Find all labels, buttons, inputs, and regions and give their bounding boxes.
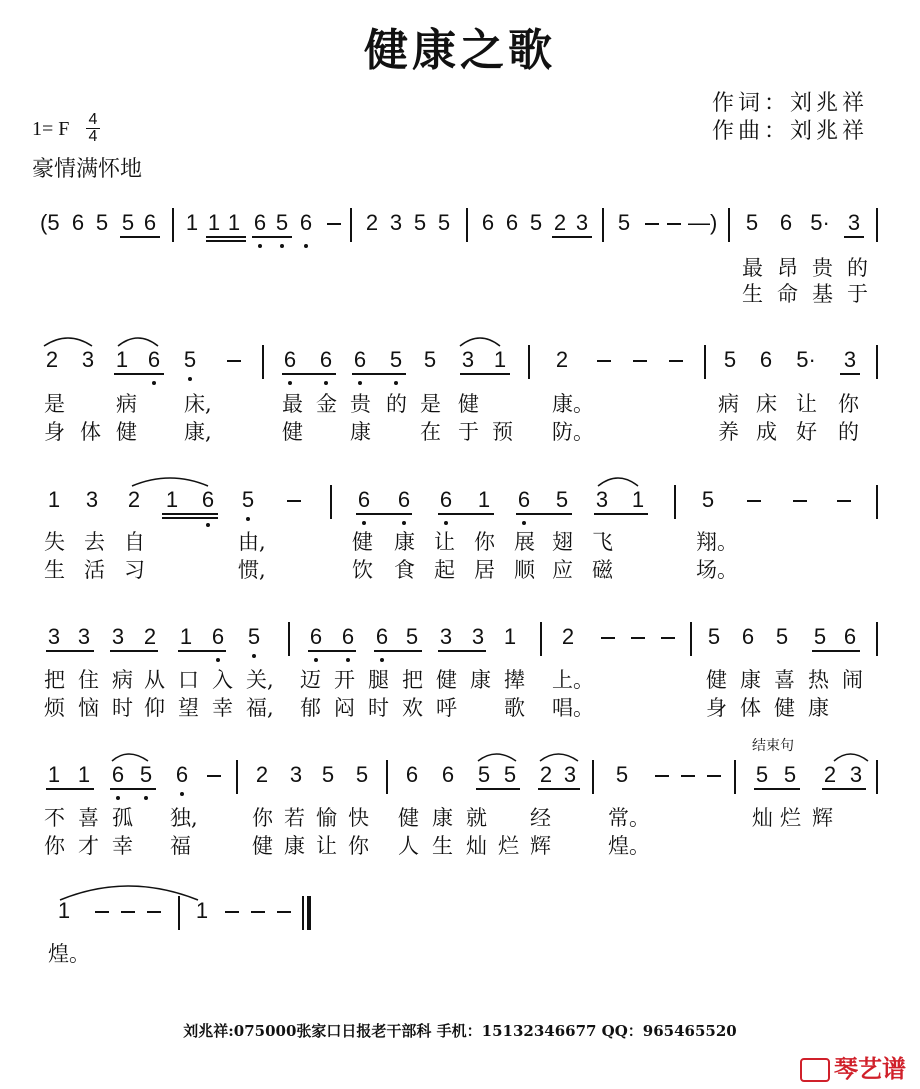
note: 5 [755,762,769,787]
note: 5 [723,347,737,372]
note: 6 [439,487,453,512]
lyricist-credit: 作词：刘兆祥 [712,91,869,116]
lyric: 健 [352,530,373,554]
note: 6 [375,624,389,649]
lyric: 望 [178,696,199,720]
lyric: 是 [420,392,441,416]
note: 3 [439,624,453,649]
lyric: 烂 [498,834,519,858]
note: 3 [843,347,857,372]
lyric: 康, [184,420,212,444]
extend-dash [681,775,695,777]
lyric: 迈 [300,668,321,692]
extend-dash [601,637,615,639]
lyric: 起 [434,558,455,582]
note: 2 [45,347,59,372]
note: 6 [253,210,267,235]
lyric: 欢 [402,696,423,720]
note: 5 [121,210,135,235]
lyric: 活 [84,558,105,582]
lyric: 身 [44,420,65,444]
extend-dash [747,500,761,502]
note: 5 [701,487,715,512]
lyric: 独, [170,806,198,830]
note: 6 [143,210,157,235]
lyric: 体 [740,696,761,720]
lyric: 体 [80,420,101,444]
lyric: 把 [44,668,65,692]
note: 5 [745,210,759,235]
note: 6 [353,347,367,372]
lyric: 床, [184,392,212,416]
lyrics-block-row-2 [0,388,920,444]
note: 5 [617,210,631,235]
lyric: 康 [350,420,371,444]
lyric: 防。 [552,420,594,444]
lyric: 你 [838,392,859,416]
lyric: 健 [282,420,303,444]
staff-row-2 [0,345,920,385]
lyric: 展 [514,530,535,554]
note: 3 [461,347,475,372]
time-signature [86,112,100,145]
note: 6 [147,347,161,372]
lyrics-verse-1: 最昂贵的 [742,256,882,280]
note: 6 [201,487,215,512]
note: 5 [615,762,629,787]
lyric: 幸 [212,696,233,720]
extend-dash [667,223,681,225]
logo-icon [800,1058,830,1082]
lyric: 撵 [504,668,525,692]
lyric: 幸 [112,834,133,858]
note: 3 [289,762,303,787]
lyric: 福 [170,834,191,858]
note: 1 [179,624,193,649]
lyric: 愉 [316,806,337,830]
lyric: 失 [44,530,65,554]
lyric: 郁 [300,696,321,720]
note: 1 [77,762,91,787]
note: 5 [413,210,427,235]
extend-dash [251,911,265,913]
note: 6 [759,347,773,372]
note: 5 [555,487,569,512]
time-sig-bottom: 4 [86,128,100,145]
lyric: 入 [212,668,233,692]
ending-mark: 结束句 [752,738,794,754]
note: 2 [555,347,569,372]
lyric: 康 [394,530,415,554]
lyric: 健 [398,806,419,830]
lyric: 健 [706,668,727,692]
staff-row-4 [0,622,920,662]
lyric: 翔。 [696,530,738,554]
note: 3 [849,762,863,787]
note: 5 [405,624,419,649]
note: 2 [539,762,553,787]
note: 3 [47,624,61,649]
song-title: 健康之歌 [364,25,556,76]
note: 5 [707,624,721,649]
note: 5· [810,210,830,235]
lyric: 你 [348,834,369,858]
note: 5 [813,624,827,649]
lyric: 煌。 [48,942,90,966]
note: 1 [227,210,241,235]
lyric: 时 [368,696,389,720]
note: 5 [503,762,517,787]
note: 5 [247,624,261,649]
extend-dash [225,911,239,913]
lyric: 口 [178,668,199,692]
lyric: 康 [284,834,305,858]
lyric: 才 [78,834,99,858]
lyric: 把 [402,668,423,692]
note: 6 [481,210,495,235]
lyric: 健 [774,696,795,720]
lyric: 关, [246,668,274,692]
note: 5 [775,624,789,649]
note: 1 [47,487,61,512]
extend-dash [147,911,161,913]
extend-dash [669,360,683,362]
note: 5 [321,762,335,787]
lyric: 仰 [144,696,165,720]
note: 2 [561,624,575,649]
note: 5 [389,347,403,372]
lyric: 是 [44,392,65,416]
note: 6 [299,210,313,235]
lyric: 食 [394,558,415,582]
lyric: 喜 [774,668,795,692]
lyric: 你 [252,806,273,830]
lyric: 你 [474,530,495,554]
lyric: 床 [756,392,777,416]
lyric: 灿 [466,834,487,858]
extend-dash [207,775,221,777]
lyric: 翅 [552,530,573,554]
note: 6 [843,624,857,649]
note: 1 [165,487,179,512]
lyric: 的 [386,392,407,416]
lyric: 恼 [78,696,99,720]
brand-name: 琴艺谱 [834,1055,906,1083]
lyric: 经 [530,806,551,830]
note: 5 [477,762,491,787]
note: 6 [357,487,371,512]
lyric: 最 [282,392,303,416]
note: 5 [423,347,437,372]
lyric: 在 [420,420,441,444]
lyric: 飞 [592,530,613,554]
note: 6 [175,762,189,787]
lyric: 健 [116,420,137,444]
note: 6 [71,210,85,235]
note: 5 [95,210,109,235]
note: 5 [783,762,797,787]
note: 1 [57,898,71,923]
note: 2 [553,210,567,235]
lyric: 康。 [552,392,594,416]
note: 1 [115,347,129,372]
lyric: 若 [284,806,305,830]
lyric: 居 [474,558,495,582]
lyric: 成 [756,420,777,444]
lyric: 金 [316,392,337,416]
note: 5 [275,210,289,235]
lyric: 闹 [842,668,863,692]
lyric: 习 [124,558,145,582]
note: 1 [477,487,491,512]
note: 6 [319,347,333,372]
lyrics-block-row-4 [0,664,920,720]
lyric: 时 [112,696,133,720]
brand-watermark [800,1049,906,1084]
extend-dash [793,500,807,502]
lyric: 让 [796,392,817,416]
lyric: 生 [44,558,65,582]
note: 6 [517,487,531,512]
note: 2 [143,624,157,649]
note: 1 [47,762,61,787]
note: 3 [847,210,861,235]
time-sig-top: 4 [88,111,98,128]
lyric: 贵 [350,392,371,416]
lyric: 上。 [552,668,594,692]
note: 3 [85,487,99,512]
lyric: 惯, [238,558,266,582]
note: 1 [185,210,199,235]
lyric: 康 [808,696,829,720]
composer-credit: 作曲：刘兆祥 [712,119,869,144]
note: 1 [207,210,221,235]
note: 3 [471,624,485,649]
extend-dash [597,360,611,362]
lyric: 预 [492,420,513,444]
lyric: 身 [706,696,727,720]
note: 6 [111,762,125,787]
note: 3 [389,210,403,235]
lyric: 场。 [696,558,738,582]
lyric: 病 [116,392,137,416]
extend-dash [287,500,301,502]
note: 1 [195,898,209,923]
note: 3 [563,762,577,787]
lyric: 闷 [334,696,355,720]
lyric: 热 [808,668,829,692]
note: 3 [81,347,95,372]
extend-dash [837,500,851,502]
lyrics-block-row-3 [0,526,920,582]
lyric: 顺 [514,558,535,582]
note: 5 [183,347,197,372]
lyric: 烂 [780,806,801,830]
lyric: 住 [78,668,99,692]
note: 1 [503,624,517,649]
note: 3 [575,210,589,235]
lyric: 健 [458,392,479,416]
note: 6 [779,210,793,235]
staff-row-3 [0,485,920,525]
tempo-marking: 豪情满怀地 [32,157,143,182]
note: 5 [241,487,255,512]
note: 5 [355,762,369,787]
lyric: 病 [112,668,133,692]
lyric: 病 [718,392,739,416]
lyric: 由, [238,530,266,554]
note: 6 [283,347,297,372]
extend-dash [277,911,291,913]
note: —) [688,210,718,235]
lyric: 人 [398,834,419,858]
note: 3 [77,624,91,649]
lyric: 腿 [368,668,389,692]
note: (5 [40,210,60,235]
lyric: 康 [470,668,491,692]
lyric: 健 [436,668,457,692]
lyric: 于 [458,420,479,444]
note: 5· [796,347,816,372]
lyric: 辉 [812,806,833,830]
lyric: 你 [44,834,65,858]
lyric: 好 [796,420,817,444]
extend-dash [661,637,675,639]
extend-dash [95,911,109,913]
note: 5 [437,210,451,235]
lyric: 快 [348,806,369,830]
lyric: 去 [84,530,105,554]
key-signature: 1= F [32,118,70,140]
lyric: 煌。 [608,834,650,858]
lyric: 康 [432,806,453,830]
note: 6 [441,762,455,787]
note: 6 [341,624,355,649]
lyric: 养 [718,420,739,444]
lyrics-verse-2: 生命基于 [742,282,882,306]
staff-row-6 [0,896,920,936]
note: 6 [309,624,323,649]
note: 2 [365,210,379,235]
note: 3 [595,487,609,512]
note: 2 [127,487,141,512]
footer-contact: 刘兆祥:075000张家口日报老干部科 手机：15132346677 QQ：965465520 [183,1022,737,1040]
lyric: 常。 [608,806,650,830]
note: 2 [255,762,269,787]
lyric: 生 [432,834,453,858]
note: 6 [405,762,419,787]
lyric: 自 [124,530,145,554]
lyric: 唱。 [552,696,594,720]
extend-dash [327,223,341,225]
lyric: 开 [334,668,355,692]
lyric: 不 [44,806,65,830]
note: 2 [823,762,837,787]
lyric: 让 [434,530,455,554]
note: 1 [493,347,507,372]
extend-dash [227,360,241,362]
lyric: 康 [740,668,761,692]
extend-dash [707,775,721,777]
note: 6 [397,487,411,512]
lyric: 应 [552,558,573,582]
note: 6 [211,624,225,649]
lyric: 喜 [78,806,99,830]
extend-dash [655,775,669,777]
lyric: 灿 [752,806,773,830]
extend-dash [633,360,647,362]
note: 1 [631,487,645,512]
staff-row-1 [0,208,920,248]
lyric: 饮 [352,558,373,582]
lyric: 让 [316,834,337,858]
lyric: 孤 [112,806,133,830]
lyric: 从 [144,668,165,692]
lyric: 磁 [592,558,613,582]
lyric: 烦 [44,696,65,720]
staff-row-5 [0,760,920,800]
extend-dash [645,223,659,225]
lyric: 健 [252,834,273,858]
lyric: 呼 [436,696,457,720]
lyric: 的 [838,420,859,444]
extend-dash [121,911,135,913]
extend-dash [631,637,645,639]
lyric: 就 [466,806,487,830]
note: 6 [505,210,519,235]
note: 3 [111,624,125,649]
lyrics-block-row-5 [0,802,920,858]
note: 6 [741,624,755,649]
note: 5 [529,210,543,235]
note: 5 [139,762,153,787]
lyric: 福, [246,696,274,720]
lyric: 辉 [530,834,551,858]
lyric: 歌 [504,696,525,720]
